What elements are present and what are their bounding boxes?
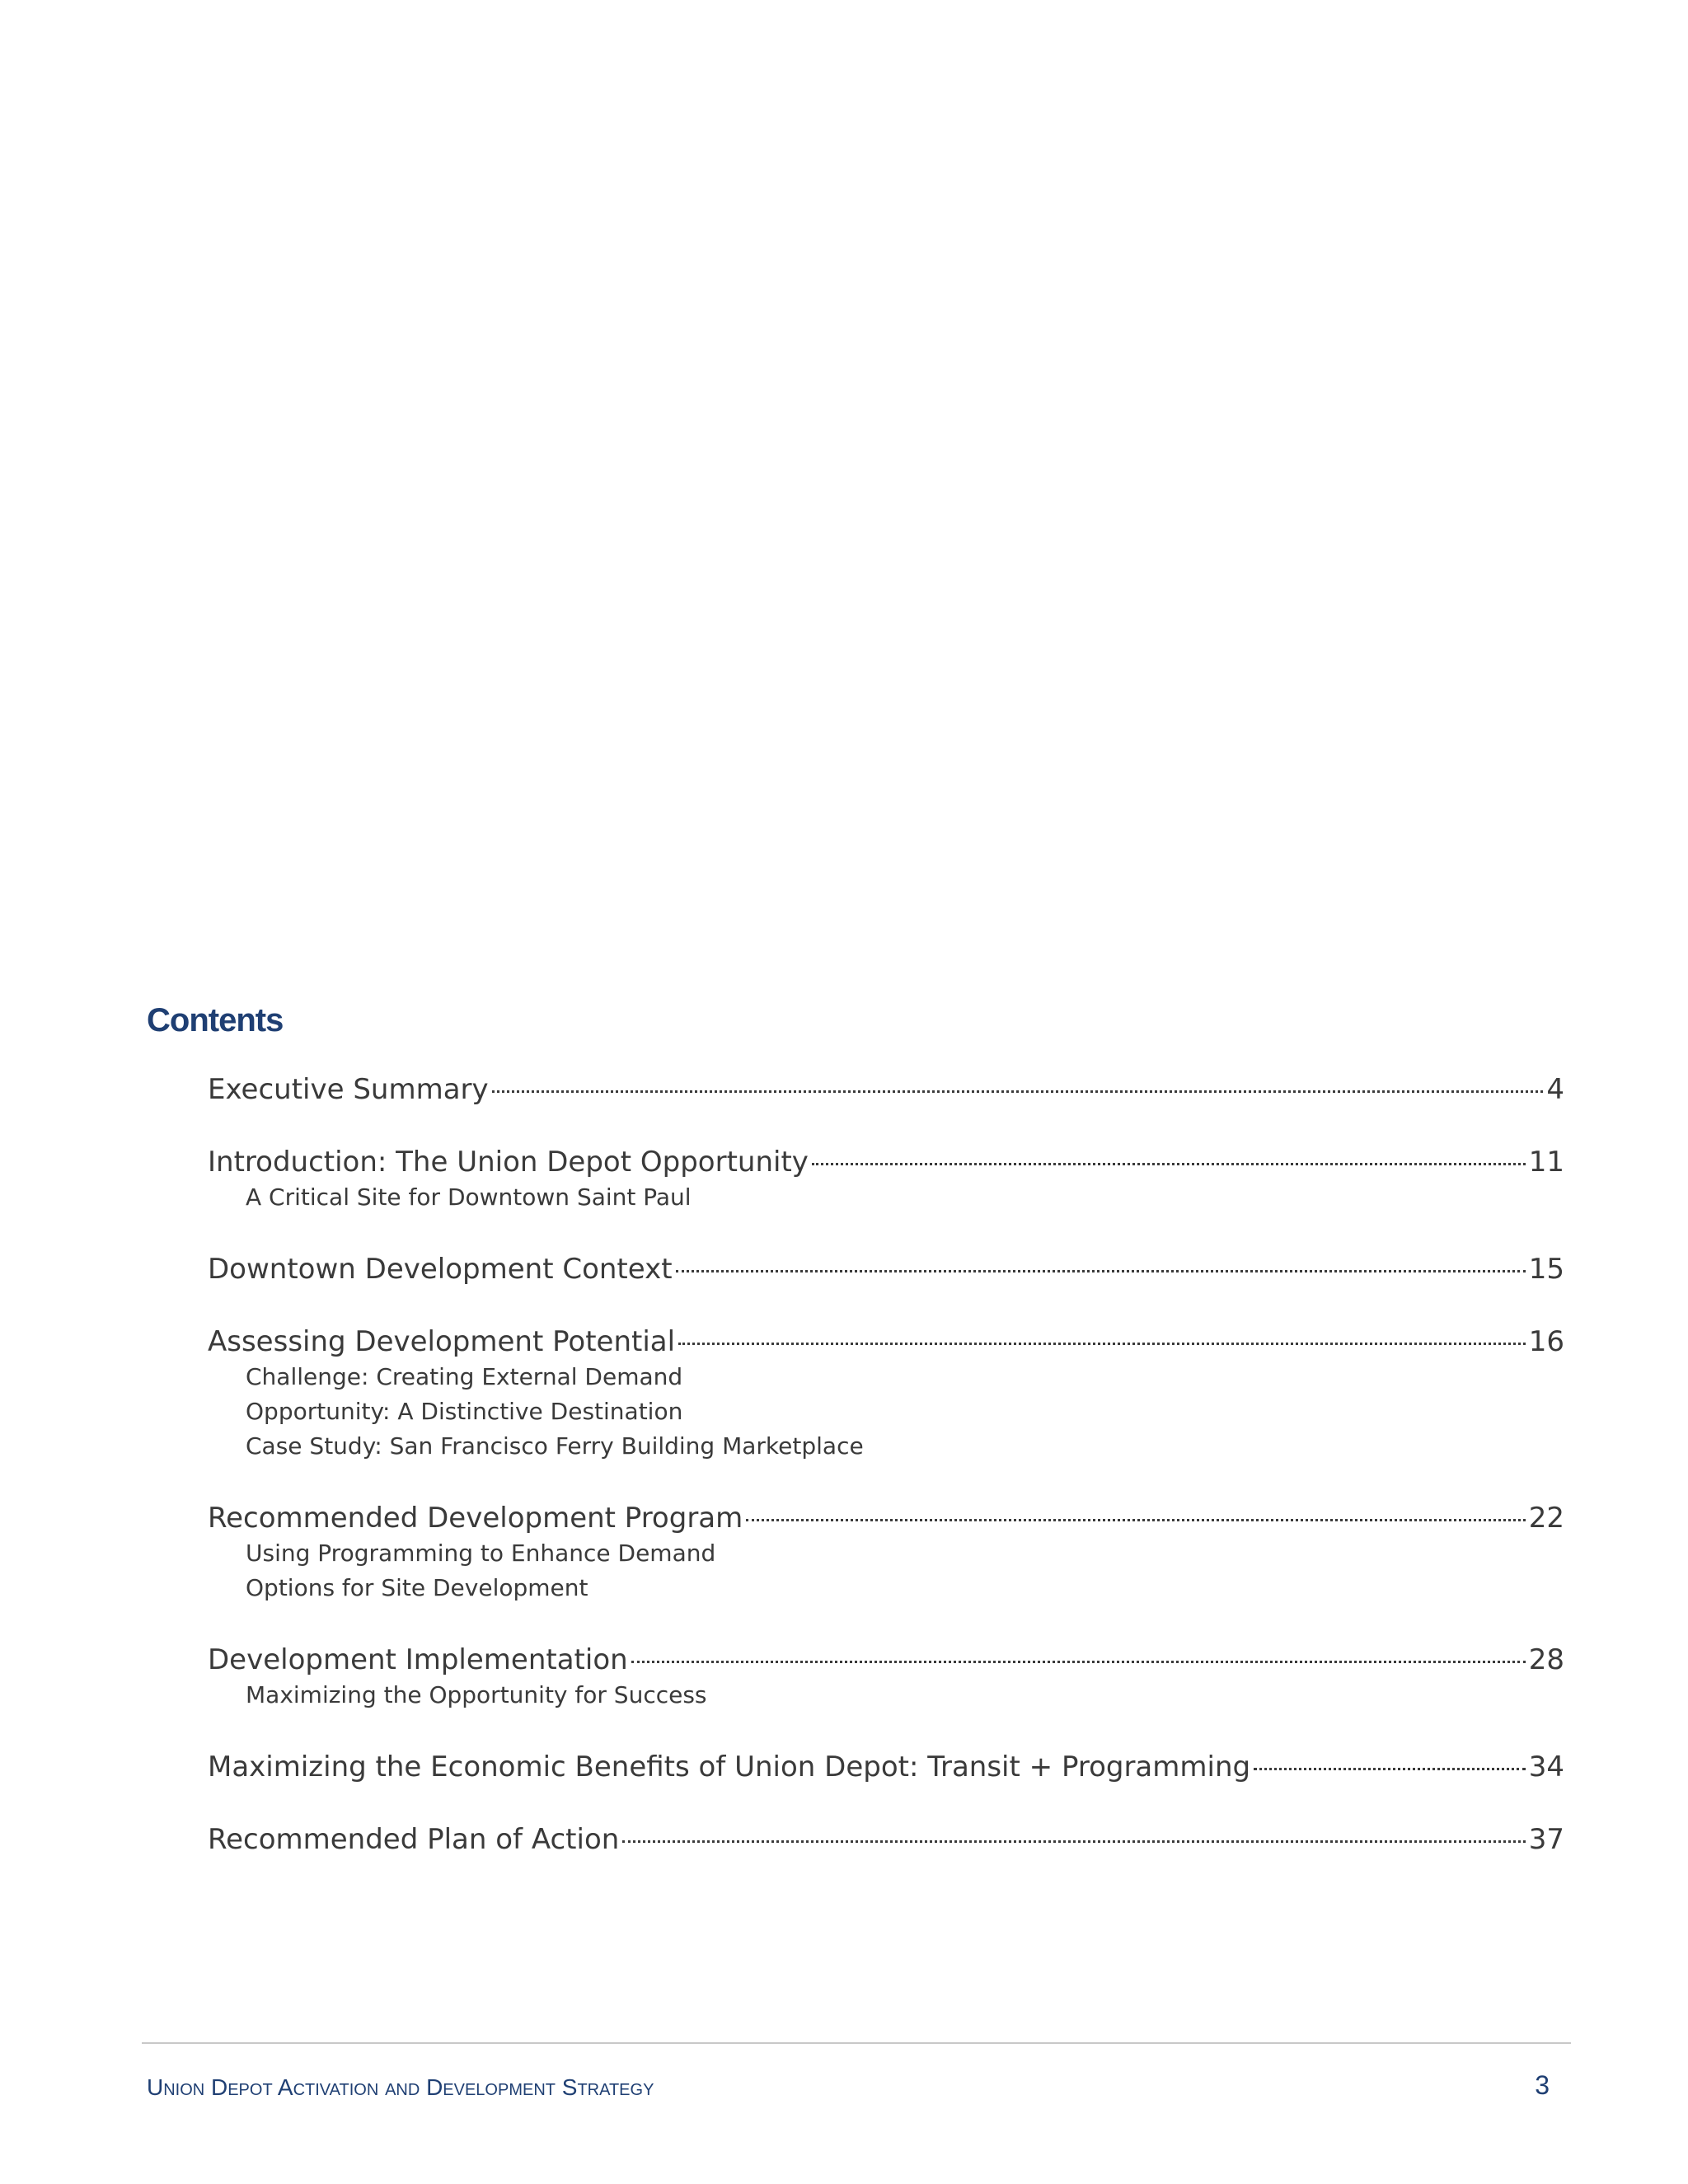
toc-subitem[interactable]: Using Programming to Enhance Demand [246, 1540, 716, 1567]
dot-leader [676, 1270, 1526, 1272]
toc-entry-page: 11 [1528, 1146, 1564, 1179]
toc-entry-executive-summary[interactable] [208, 1071, 1564, 1108]
toc-subitem[interactable]: Maximizing the Opportunity for Success [246, 1681, 707, 1708]
toc-entry-page: 16 [1528, 1325, 1564, 1358]
dot-leader [492, 1090, 1544, 1093]
toc-entry-page: 37 [1528, 1823, 1564, 1856]
toc-subitem[interactable]: Opportunity: A Distinctive Destination [246, 1398, 683, 1425]
footer-document-title: Union Depot Activation and Development Strategy [147, 2074, 654, 2100]
toc-entry-page: 15 [1528, 1253, 1564, 1286]
dot-leader [678, 1343, 1526, 1345]
footer-page-number: 3 [1535, 2070, 1550, 2100]
toc-title: Contents [147, 1002, 284, 1038]
toc-entry-downtown-context[interactable] [208, 1251, 1564, 1287]
footer-divider [142, 2042, 1571, 2044]
toc-entry-page: 34 [1528, 1750, 1564, 1783]
dot-leader [746, 1519, 1525, 1521]
toc-entry-label: Downtown Development Context [208, 1253, 673, 1286]
toc-entry-label: Recommended Development Program [208, 1502, 743, 1535]
toc-subitem[interactable]: A Critical Site for Downtown Saint Paul [246, 1183, 692, 1211]
toc-entry-economic-benefits[interactable] [208, 1749, 1564, 1785]
toc-section [208, 1324, 1564, 1464]
toc-entry-implementation[interactable] [208, 1642, 1564, 1678]
toc-entry-label: Introduction: The Union Depot Opportunity [208, 1146, 809, 1179]
dot-leader [622, 1840, 1525, 1843]
toc-entry-label: Development Implementation [208, 1643, 628, 1676]
toc-entry-recommended-program[interactable] [208, 1500, 1564, 1536]
toc-section [208, 1749, 1564, 1785]
toc-entry-label: Recommended Plan of Action [208, 1823, 620, 1856]
toc-entry-introduction[interactable] [208, 1144, 1564, 1180]
toc-entry-label: Maximizing the Economic Benefits of Union Depot: Transit + Programming [208, 1750, 1251, 1783]
toc-entry-label: Assessing Development Potential [208, 1325, 676, 1358]
dot-leader [812, 1163, 1526, 1165]
toc-entry-plan-of-action[interactable] [208, 1821, 1564, 1858]
dot-leader [631, 1661, 1526, 1663]
toc-subitem[interactable]: Options for Site Development [246, 1574, 588, 1601]
toc-section [208, 1251, 1564, 1287]
toc-section [208, 1821, 1564, 1858]
toc-section [208, 1144, 1564, 1215]
toc-entry-page: 28 [1528, 1643, 1564, 1676]
toc-subitem[interactable]: Case Study: San Francisco Ferry Building Marketplace [246, 1432, 864, 1460]
toc-section [208, 1642, 1564, 1713]
toc-entry-page: 4 [1546, 1073, 1564, 1106]
dot-leader [1254, 1768, 1526, 1770]
toc-section [208, 1500, 1564, 1605]
toc-entry-assessing-potential[interactable] [208, 1324, 1564, 1360]
toc-entry-label: Executive Summary [208, 1073, 489, 1106]
toc-subitem[interactable]: Challenge: Creating External Demand [246, 1363, 683, 1390]
toc-section [208, 1071, 1564, 1108]
table-of-contents [208, 1071, 1564, 1894]
toc-entry-page: 22 [1528, 1502, 1564, 1535]
